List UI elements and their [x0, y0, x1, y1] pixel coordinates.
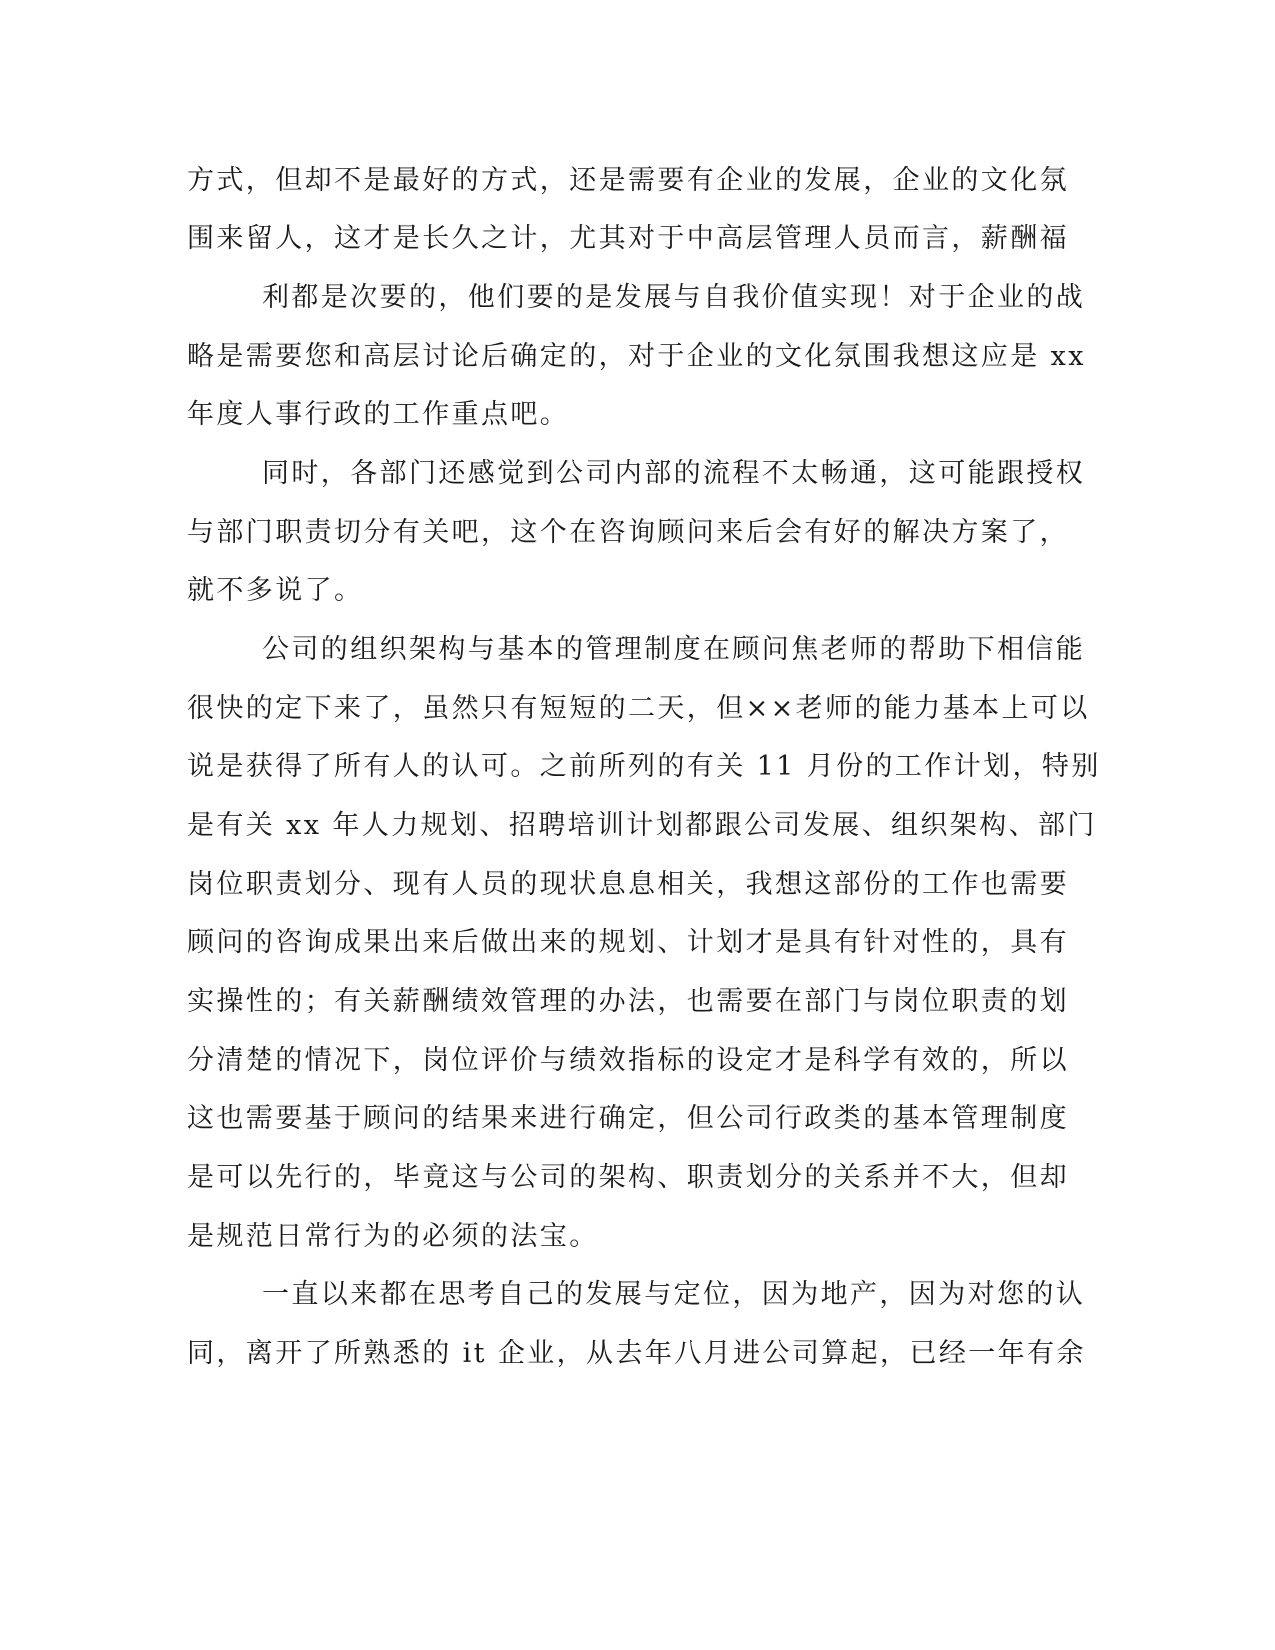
text-line: 岗位职责划分、现有人员的现状息息相关，我想这部份的工作也需要	[187, 869, 1069, 900]
text-line: 与部门职责切分有关吧，这个在咨询顾问来后会有好的解决方案了，	[187, 517, 1069, 548]
text-line: 顾问的咨询成果出来后做出来的规划、计划才是具有针对性的，具有	[187, 927, 1069, 958]
text-line: 分清楚的情况下，岗位评价与绩效指标的设定才是科学有效的，所以	[187, 1045, 1069, 1076]
text-line: 一直以来都在思考自己的发展与定位，因为地产，因为对您的认	[262, 1279, 1086, 1310]
text-line: 年度人事行政的工作重点吧。	[187, 399, 570, 430]
text-line: 是有关 xx 年人力规划、招聘培训计划都跟公司发展、组织架构、部门	[187, 810, 1097, 841]
text-line: 很快的定下来了，虽然只有短短的二天，但××老师的能力基本上可以	[187, 693, 1090, 724]
text-line: 实操性的；有关薪酬绩效管理的办法，也需要在部门与岗位职责的划	[187, 986, 1069, 1017]
text-line: 就不多说了。	[187, 575, 364, 606]
text-line: 围来留人，这才是长久之计，尤其对于中高层管理人员而言，薪酬福	[187, 223, 1069, 254]
text-line: 说是获得了所有人的认可。之前所列的有关 11 月份的工作计划，特别	[187, 751, 1101, 782]
text-line: 是规范日常行为的必须的法宝。	[187, 1221, 599, 1252]
text-line: 略是需要您和高层讨论后确定的，对于企业的文化氛围我想这应是 xx	[187, 341, 1086, 372]
text-line: 这也需要基于顾问的结果来进行确定，但公司行政类的基本管理制度	[187, 1103, 1069, 1134]
text-line: 方式，但却不是最好的方式，还是需要有企业的发展，企业的文化氛	[187, 165, 1069, 196]
text-line: 同时，各部门还感觉到公司内部的流程不太畅通，这可能跟授权	[262, 458, 1086, 489]
text-line: 是可以先行的，毕竟这与公司的架构、职责划分的关系并不大，但却	[187, 1162, 1069, 1193]
text-line: 利都是次要的，他们要的是发展与自我价值实现！对于企业的战	[262, 282, 1086, 313]
text-line: 同，离开了所熟悉的 it 企业，从去年八月进公司算起，已经一年有余	[187, 1338, 1086, 1369]
text-line: 公司的组织架构与基本的管理制度在顾问焦老师的帮助下相信能	[262, 634, 1086, 665]
